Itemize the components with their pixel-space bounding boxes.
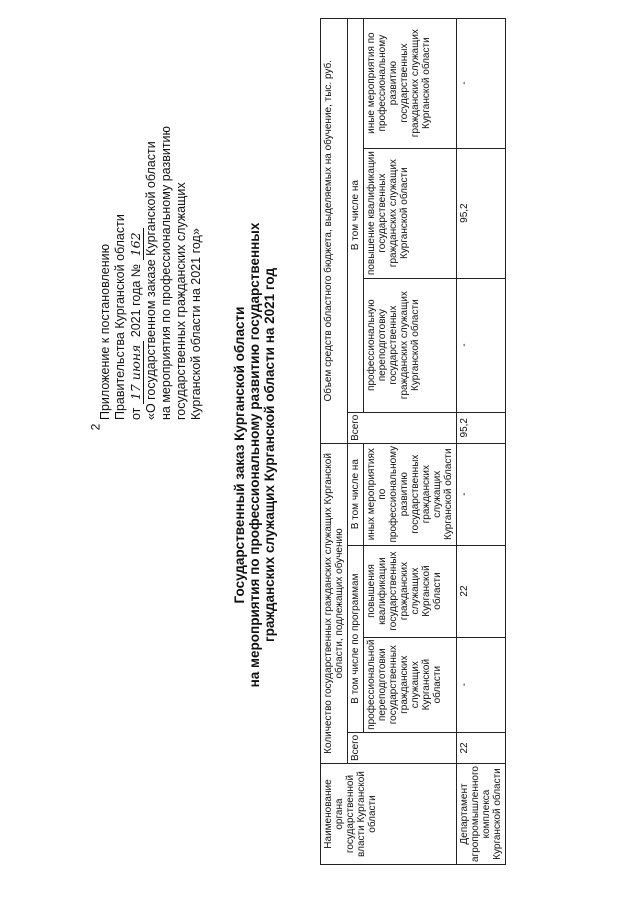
row-count-total: 22 <box>457 732 506 763</box>
title-line-1: Государственный заказ Курганской области <box>232 306 247 604</box>
order-table <box>320 18 506 865</box>
appendix-line-4: «О государственном заказе Курганской области <box>144 141 158 420</box>
row-count-retraining: - <box>457 637 506 732</box>
row-count-qualification: 22 <box>457 545 506 637</box>
title-line-2: на мероприятия по профессиональному развитию государственных <box>247 222 262 688</box>
number-handwritten: 162 <box>128 228 144 260</box>
header-budget-total: Всего <box>348 412 457 443</box>
header-employee-count: Количество государственных гражданских служащих Курганской области, подлежащих обучению <box>321 443 348 763</box>
title-line-3: гражданских служащих Курганской области на 2021 год <box>262 267 277 643</box>
header-count-total: Всего <box>348 732 457 763</box>
appendix-line-6: государственных гражданских служащих <box>174 182 188 420</box>
document-sheet <box>10 15 630 895</box>
date-year: 2021 года № <box>129 263 143 338</box>
appendix-line-1: Приложение к постановлению <box>98 244 112 420</box>
header-count-by-programs: В том числе по программам <box>348 545 364 732</box>
date-prefix: от <box>129 407 143 420</box>
row-budget-total: 95,2 <box>457 412 506 443</box>
row-budget-retraining: - <box>457 278 506 412</box>
header-budget-including: В том числе на <box>348 18 364 412</box>
appendix-date-line <box>128 20 144 420</box>
appendix-line-5: на мероприятия по профессиональному развитию <box>159 126 173 420</box>
header-budget-retraining: профессиональную переподготовку государственных гражданских служащих Курганской области <box>364 278 457 412</box>
header-count-qualification: повышения квалификации государственных гражданских служащих Курганской области <box>364 545 457 637</box>
appendix-header <box>98 20 204 420</box>
header-budget-other: иные мероприятия по профессиональному развитию государственных гражданских служащих Курганской области <box>364 18 457 148</box>
header-organ-name: Наименование органа государственной власти Курганской области <box>321 764 457 865</box>
document-title <box>232 25 277 885</box>
row-count-other: - <box>457 443 506 545</box>
header-budget-qualification: повышение квалификации государственных гражданских служащих Курганской области <box>364 148 457 278</box>
appendix-line-2: Правительства Курганской области <box>113 214 127 420</box>
header-count-other: иных мероприятиях по профессиональному развитию государственных гражданских служащих Курганской области <box>364 443 457 545</box>
row-budget-other: - <box>457 18 506 148</box>
table-row <box>457 18 506 864</box>
row-budget-qualification: 95,2 <box>457 148 506 278</box>
page-number: 2 <box>88 423 103 431</box>
header-budget: Объем средств областного бюджета, выделяемых на обучение, тыс. руб. <box>321 18 348 443</box>
header-count-retraining: профессиональной переподготовки государственных гражданских служащих Курганской области <box>364 637 457 732</box>
header-count-including: В том числе на <box>348 443 364 545</box>
appendix-line-7: Курганской области на 2021 год» <box>189 228 203 420</box>
row-organ-name: Департамент агропромышленного комплекса Курганской области <box>457 764 506 865</box>
date-handwritten: 17 июня <box>128 341 144 404</box>
